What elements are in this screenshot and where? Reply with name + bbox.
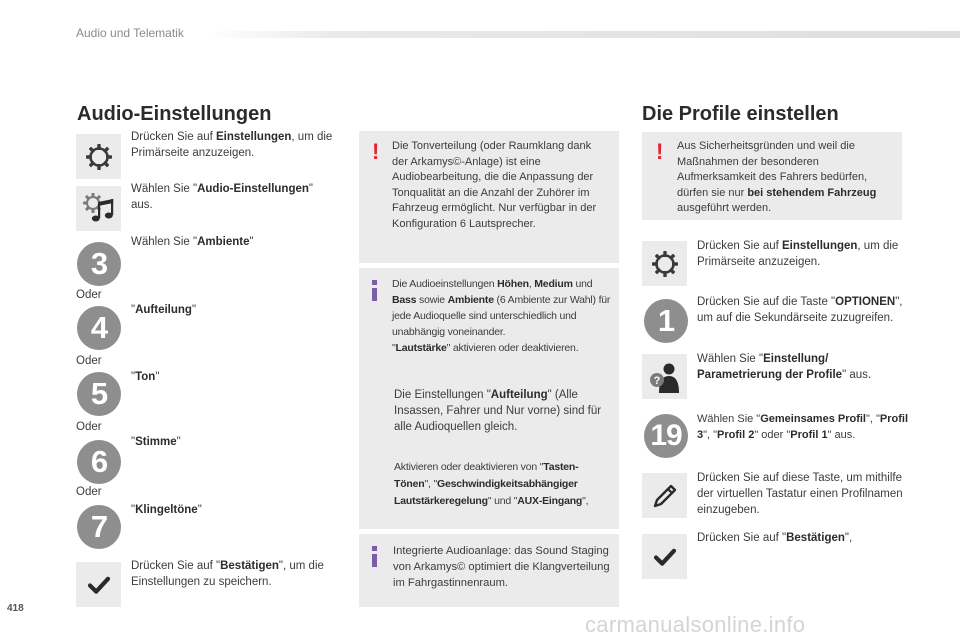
svg-text:?: ? — [653, 374, 660, 387]
gear-music-note-icon — [82, 192, 116, 226]
step-number-7: 7 — [77, 505, 121, 549]
step-right-3: Wählen Sie "Einstellung/ Parametrierung der Profile" aus. — [697, 353, 872, 381]
person-question-icon — [648, 360, 682, 394]
warning-text-sicherheit: Aus Sicherheitsgründen und weil die Maßnahmen der besonderen Aufmerksamkeit des Fahrers bedürfen, dürfen sie nur bei stehendem Fahrzeug ausgeführt werden. — [677, 140, 877, 214]
header-rule — [206, 31, 960, 38]
step-number-19: 19 — [644, 414, 688, 458]
settings-button[interactable] — [76, 134, 121, 179]
step-left-1: Drücken Sie auf Einstellungen, um die Primärseite anzuzeigen. — [131, 131, 333, 159]
checkmark-icon — [653, 545, 677, 569]
section-title-audio: Audio-Einstellungen — [77, 103, 272, 125]
running-header: Audio und Telematik — [76, 26, 184, 40]
step-right-1: Drücken Sie auf Einstellungen, um die Primärseite anzuzeigen. — [697, 240, 899, 268]
step-right-2: Drücken Sie auf die Taste "OPTIONEN", um auf die Sekundärseite zuzugreifen. — [697, 296, 903, 324]
info-icon — [372, 280, 377, 301]
confirm-button-left[interactable] — [76, 562, 121, 607]
info-text-audioeinstellungen: Die Audioeinstellungen Höhen, Medium und Bass sowie Ambiente (6 Ambiente zur Wahl) für jede Audioquelle sind unterschiedlich und unabhängig voneinander. "Lautstärke" aktivieren oder deaktivieren. — [392, 278, 611, 354]
gear-icon — [650, 249, 680, 279]
step-number-6: 6 — [77, 440, 121, 484]
step-right-5: Drücken Sie auf diese Taste, um mithilfe der virtuellen Tastatur einen Profilnamen einzugeben. — [697, 472, 903, 516]
oder-label-4: Oder — [76, 486, 102, 498]
oder-label-1: Oder — [76, 289, 102, 301]
info-text-arkamys: Integrierte Audioanlage: das Sound Staging von Arkamys© optimiert die Klangverteilung im Fahrgastinnenraum. — [393, 545, 610, 589]
step-number-3: 3 — [77, 242, 121, 286]
pencil-icon — [650, 481, 680, 511]
warning-text-tonverteilung: Die Tonverteilung (oder Raumklang dank der Arkamys©-Anlage) ist eine Audiobearbeitung, die die Anpassung der Tonqualität an die Anzahl der Zuhörer im Fahrzeug ermöglicht. Nur verfügbar in der Konfiguration 6 Lautsprecher. — [392, 140, 597, 230]
confirm-button-right[interactable] — [642, 534, 687, 579]
step-number-5: 5 — [77, 372, 121, 416]
oder-label-3: Oder — [76, 421, 102, 433]
step-left-4: "Aufteilung" — [131, 304, 197, 316]
step-number-4: 4 — [77, 306, 121, 350]
settings-button-right[interactable] — [642, 241, 687, 286]
page-number: 418 — [7, 603, 24, 614]
watermark: carmanualsonline.info — [585, 612, 806, 637]
info-icon-2 — [372, 546, 377, 567]
profile-settings-button[interactable] — [642, 354, 687, 399]
step-right-6: Drücken Sie auf "Bestätigen", — [697, 532, 853, 544]
step-left-2: Wählen Sie "Audio-Einstellungen" aus. — [131, 183, 313, 211]
step-left-6: "Stimme" — [131, 436, 181, 448]
edit-name-button[interactable] — [642, 473, 687, 518]
warning-icon: ! — [372, 139, 380, 164]
step-left-7: "Klingeltöne" — [131, 504, 202, 516]
step-right-4: Wählen Sie "Gemeinsames Profil", "Profil 3", "Profil 2" oder "Profil 1" aus. — [697, 413, 909, 441]
section-title-profile: Die Profile einstellen — [642, 103, 839, 125]
checkmark-icon — [87, 573, 111, 597]
step-left-5: "Ton" — [131, 371, 160, 383]
gear-icon — [84, 142, 114, 172]
info-text-aufteilung: Die Einstellungen "Aufteilung" (Alle Insassen, Fahrer und Nur vorne) sind für alle Audioquellen gleich. — [394, 389, 602, 433]
warning-icon-2: ! — [656, 139, 664, 164]
info-text-aktivieren: Aktivieren oder deaktivieren von "Tasten-Tönen", "Geschwindigkeitsabhängiger Lautstärkeregelung" und "AUX-Eingang", — [394, 461, 589, 507]
oder-label-2: Oder — [76, 355, 102, 367]
step-number-1: 1 — [644, 299, 688, 343]
step-left-3: Wählen Sie "Ambiente" — [131, 236, 254, 248]
step-left-8: Drücken Sie auf "Bestätigen", um die Einstellungen zu speichern. — [131, 560, 324, 588]
audio-settings-button[interactable] — [76, 186, 121, 231]
